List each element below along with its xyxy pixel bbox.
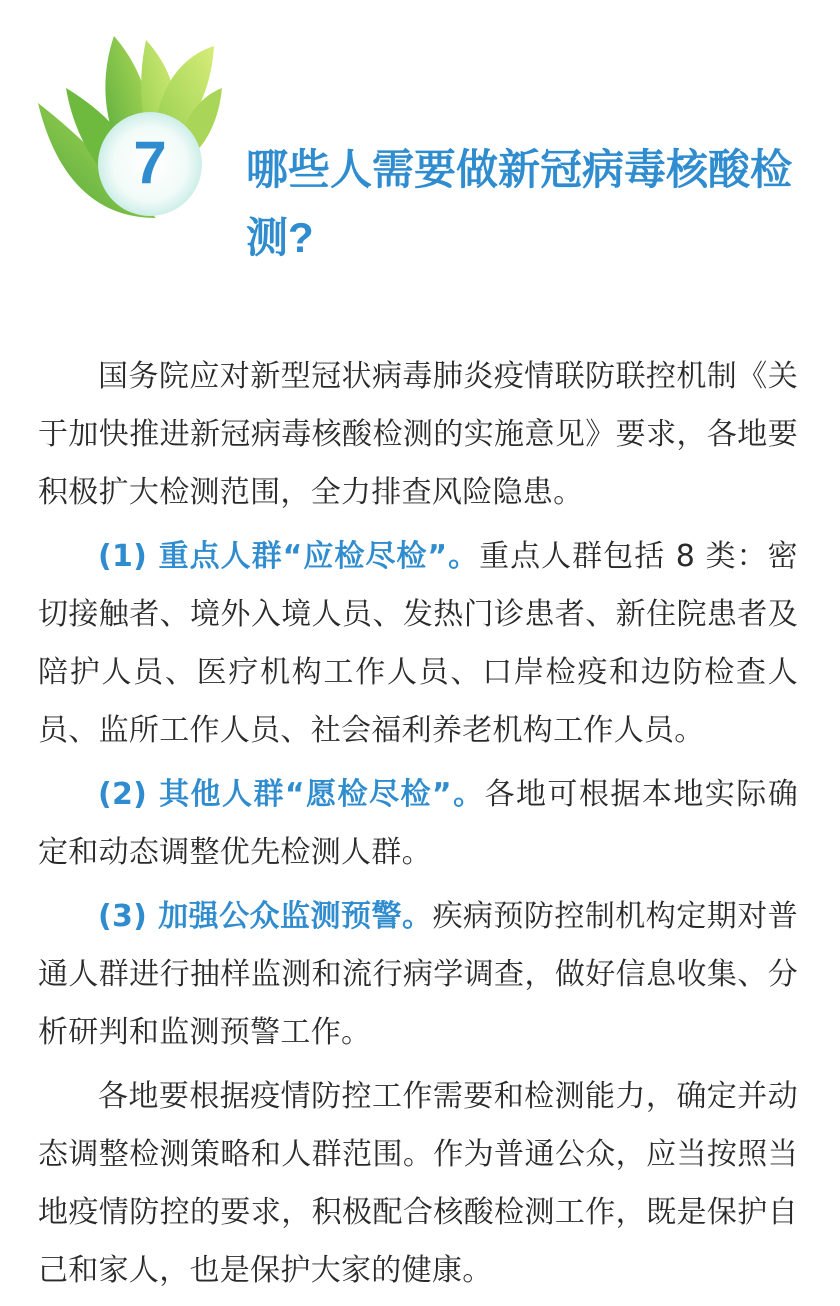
paragraph-intro	[38, 348, 798, 522]
paragraph-other-groups	[38, 766, 798, 882]
paragraph-text: 国务院应对新型冠状病毒肺炎疫情联防联控机制《关于加快推进新冠病毒核酸检测的实施意见》要求，各地要积极扩大检测范围，全力排查风险隐患。	[38, 359, 798, 510]
section-header	[0, 0, 840, 300]
article-body	[38, 348, 798, 1306]
paragraph-key-groups	[38, 528, 798, 760]
paragraph-lead: (3) 加强公众监测预警。	[98, 899, 433, 934]
paragraph-text: 各地要根据疫情防控工作需要和检测能力，确定并动态调整检测策略和人群范围。作为普通公众，应当按照当地疫情防控的要求，积极配合核酸检测工作，既是保护自己和家人，也是保护大家的健康。	[38, 1079, 798, 1288]
paragraph-lead: (1) 重点人群“应检尽检”。	[98, 539, 480, 574]
paragraph-text: 疾病预防控制机构定期对普通人群进行抽样监测和流行病学调查，做好信息收集、分析研判和监测预警工作。	[38, 899, 799, 1050]
page-title: 哪些人需要做新冠病毒核酸检测?	[246, 146, 793, 261]
paragraph-public-monitoring	[38, 888, 798, 1062]
paragraph-text: 重点人群包括 8 类：密切接触者、境外入境人员、发热门诊患者、新住院患者及陪护人员、医疗机构工作人员、口岸检疫和边防检查人员、监所工作人员、社会福利养老机构工作人员。	[38, 539, 798, 748]
paragraph-text: 各地可根据本地实际确定和动态调整优先检测人群。	[38, 777, 798, 870]
paragraph-lead: (2) 其他人群“愿检尽检”。	[98, 777, 485, 812]
section-number: 7	[133, 129, 167, 196]
paragraph-conclusion	[38, 1068, 798, 1300]
